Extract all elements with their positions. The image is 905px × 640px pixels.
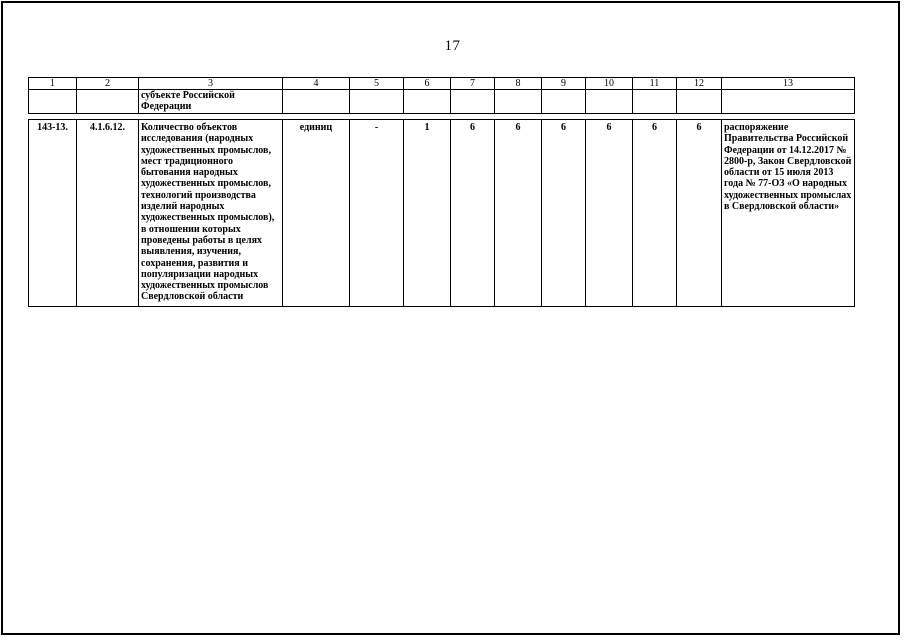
legal-basis: распоряжение Правительства Российской Федерации от 14.12.2017 № 2800-р, Закон Свердловской области от 15 июля 2013 года № 77-ОЗ «О народных художественных промыслах в Свердловской области» [722, 120, 855, 307]
indicator-name: Количество объектов исследования (народных художественных промыслов, мест традиционного бытования народных художественных промыслов, технологий производства изделий народных художественных промыслов), в отношении которых проведены работы в целях выявления, изучения, сохранения, развития и популяризации народных художественных промыслов Свердловской области [139, 120, 283, 307]
continuation-row [29, 90, 855, 114]
table-cell [633, 90, 677, 114]
column-header: 2 [77, 78, 139, 90]
column-header: 9 [542, 78, 586, 90]
table-cell [283, 90, 350, 114]
indicator-table [28, 77, 855, 307]
column-header: 13 [722, 78, 855, 90]
row-code: 4.1.6.12. [77, 120, 139, 307]
row-number: 143-13. [29, 120, 77, 307]
table-cell [29, 90, 77, 114]
column-header: 6 [404, 78, 451, 90]
column-header: 5 [350, 78, 404, 90]
column-header: 8 [495, 78, 542, 90]
table-cell [404, 90, 451, 114]
page-number: 17 [444, 38, 461, 54]
value-col-9: 6 [542, 120, 586, 307]
table-row [29, 120, 855, 307]
table-cell [495, 90, 542, 114]
column-header: 10 [586, 78, 633, 90]
table-cell [350, 90, 404, 114]
table-cell [77, 90, 139, 114]
value-col-10: 6 [586, 120, 633, 307]
column-header: 1 [29, 78, 77, 90]
continued-indicator-name: субъекте Российской Федерации [139, 90, 283, 114]
column-header: 11 [633, 78, 677, 90]
column-header: 12 [677, 78, 722, 90]
table-cell [586, 90, 633, 114]
column-number-row [29, 78, 855, 90]
table-cell [451, 90, 495, 114]
unit-of-measure: единиц [283, 120, 350, 307]
column-header: 7 [451, 78, 495, 90]
value-col-5: - [350, 120, 404, 307]
value-col-12: 6 [677, 120, 722, 307]
value-col-11: 6 [633, 120, 677, 307]
column-header: 4 [283, 78, 350, 90]
value-col-6: 1 [404, 120, 451, 307]
column-header: 3 [139, 78, 283, 90]
table-cell [722, 90, 855, 114]
table-cell [677, 90, 722, 114]
value-col-7: 6 [451, 120, 495, 307]
table-cell [542, 90, 586, 114]
value-col-8: 6 [495, 120, 542, 307]
